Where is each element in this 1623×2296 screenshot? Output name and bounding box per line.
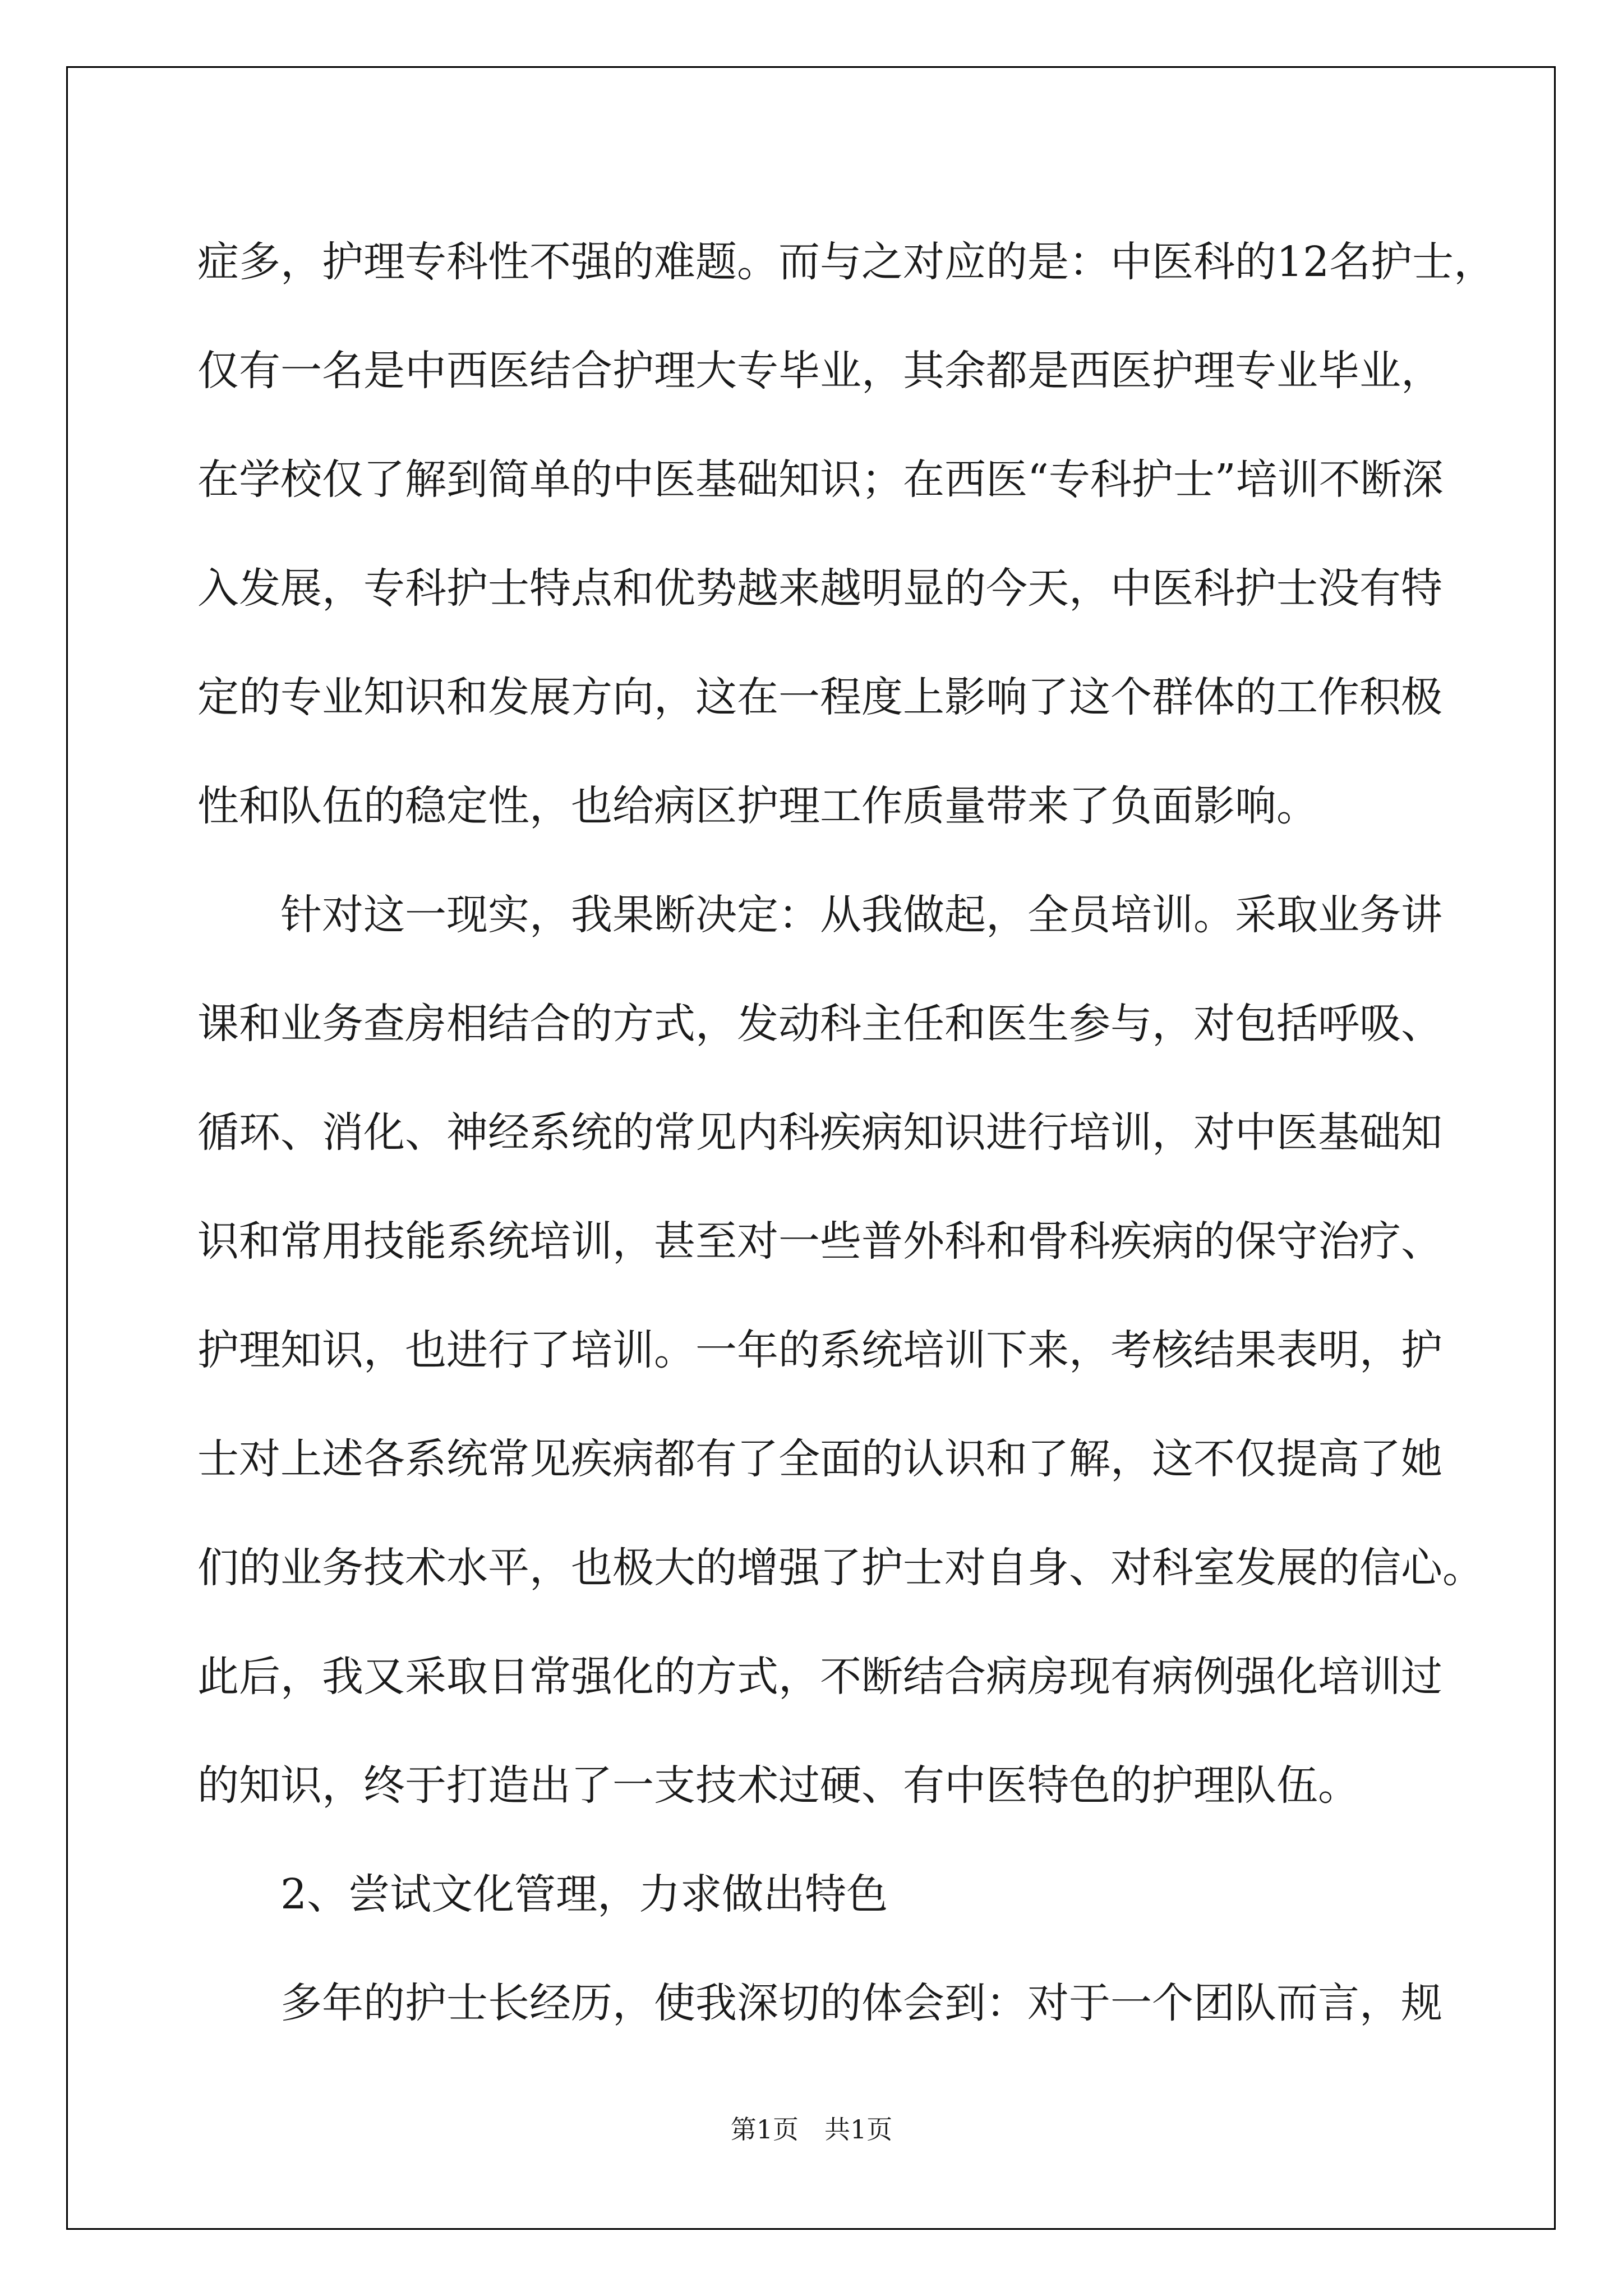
text-line: 在学校仅了解到简单的中医基础知识；在西医“专科护士”培训不断深: [197, 455, 1444, 504]
text-line: 针对这一现实，我果断决定：从我做起，全员培训。采取业务讲: [197, 891, 1442, 939]
text-line: 症多，护理专科性不强的难题。而与之对应的是：中医科的12名护士，: [197, 238, 1496, 286]
text-line: 们的业务技术水平，也极大的增强了护士对自身、对科室发展的信心。: [197, 1544, 1484, 1592]
text-line: 循环、消化、神经系统的常见内科疾病知识进行培训，对中医基础知: [197, 1108, 1442, 1157]
text-line: 课和业务查房相结合的方式，发动科主任和医生参与，对包括呼吸、: [197, 1000, 1442, 1048]
text-line: 定的专业知识和发展方向，这在一程度上影响了这个群体的工作积极: [197, 673, 1442, 721]
document-body: [197, 208, 1496, 2058]
text-line: 此后，我又采取日常强化的方式，不断结合病房现有病例强化培训过: [197, 1653, 1442, 1701]
text-line: 的知识，终于打造出了一支技术过硬、有中医特色的护理队伍。: [197, 1761, 1359, 1810]
text-line: 识和常用技能系统培训，甚至对一些普外科和骨科疾病的保守治疗、: [197, 1217, 1442, 1266]
text-line: 士对上述各系统常见疾病都有了全面的认识和了解，这不仅提高了她: [197, 1435, 1442, 1483]
section-heading: 2、尝试文化管理，力求做出特色: [197, 1870, 888, 1918]
text-line: 性和队伍的稳定性，也给病区护理工作质量带来了负面影响。: [197, 782, 1318, 830]
text-line: 仅有一名是中西医结合护理大专毕业，其余都是西医护理专业毕业，: [197, 347, 1442, 395]
text-line: 护理知识，也进行了培训。一年的系统培训下来，考核结果表明，护: [197, 1326, 1442, 1374]
page-footer: 第1页 共1页: [730, 2114, 893, 2145]
text-line: 多年的护士长经历，使我深切的体会到：对于一个团队而言，规: [197, 1979, 1442, 2027]
text-line: 入发展，专科护士特点和优势越来越明显的今天，中医科护士没有特: [197, 564, 1442, 613]
